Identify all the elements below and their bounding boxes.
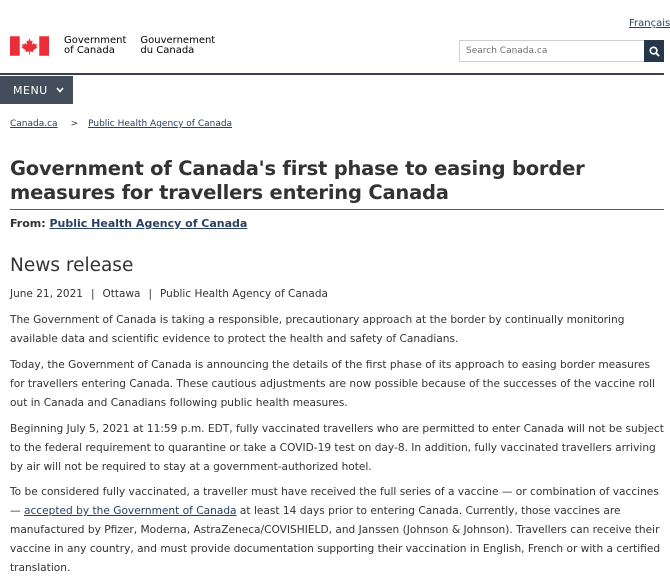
paragraph-1: The Government of Canada is taking a responsible, precautionary approach at the border by continually monitoring available data and scientific evidence to protect the health and safety of Canadians. xyxy=(10,314,625,345)
search-input[interactable] xyxy=(459,40,644,62)
news-release-heading: News release xyxy=(10,255,134,276)
header-divider xyxy=(0,73,664,75)
breadcrumb-link-canada[interactable]: Canada.ca xyxy=(10,119,58,129)
breadcrumb-separator: > xyxy=(70,119,79,129)
government-signature xyxy=(64,36,229,56)
menu-label: MENU xyxy=(13,83,48,97)
page-title: Government of Canada's first phase to easing border measures for travellers entering Canada xyxy=(10,157,585,204)
paragraph-2: Today, the Government of Canada is announcing the details of the first phase of its approach to easing border measures for travellers entering Canada. These cautious adjustments are now possible because of the successes of the vaccine roll out in Canada and Canadians following public health measures. xyxy=(10,359,655,409)
search-bar xyxy=(459,40,664,62)
language-toggle-link[interactable]: Français xyxy=(629,18,670,29)
breadcrumb-link-phac[interactable]: Public Health Agency of Canada xyxy=(88,119,233,129)
signature-en-line2: of Canada xyxy=(64,45,115,56)
release-source: Public Health Agency of Canada xyxy=(160,288,328,300)
signature-fr-line1: Gouvernement xyxy=(140,35,216,46)
menu-button[interactable] xyxy=(0,76,73,104)
signature-fr-line2: du Canada xyxy=(140,45,195,56)
breadcrumb xyxy=(10,119,232,129)
from-label: From: xyxy=(10,217,46,230)
paragraph-4-end: at least 14 days prior to entering Canada. Currently, those vaccines are manufactured by Pfizer, Moderna, AstraZeneca/COVISHIELD, and Janssen (Johnson & Johnson). Travellers can receive their vaccine in any country, and must provide documentation supporting their vaccination in English, French or with a certified translation. xyxy=(10,505,661,574)
accepted-vaccines-link[interactable]: accepted by the Government of Canada xyxy=(23,505,237,517)
canada-flag-icon xyxy=(10,36,49,56)
signature-en-line1: Government xyxy=(64,35,127,46)
release-meta: June 21, 2021 | Ottawa | Public Health Agency of Canada xyxy=(10,288,328,300)
search-button[interactable] xyxy=(644,40,664,62)
paragraph-3: Beginning July 5, 2021 at 11:59 p.m. EDT, fully vaccinated travellers who are permitted to enter Canada will not be subject to the federal requirement to quarantine or take a COVID-19 test on day-8. In addition, fully vaccinated travellers arriving by air will not be required to stay at a government-authorized hotel. xyxy=(10,423,664,473)
government-of-canada-logo[interactable] xyxy=(10,36,229,56)
search-icon xyxy=(649,46,660,57)
paragraph-4 xyxy=(10,483,664,578)
from-line xyxy=(10,217,247,230)
paragraph-4-start: To be considered fully vaccinated, a traveller must have received the full series of a vaccine — or combination of vaccines — xyxy=(10,486,659,517)
from-link[interactable]: Public Health Agency of Canada xyxy=(49,217,248,230)
chevron-down-icon xyxy=(56,87,64,93)
release-date: June 21, 2021 xyxy=(10,288,83,300)
release-location: Ottawa xyxy=(102,288,141,300)
title-underline xyxy=(10,209,664,210)
